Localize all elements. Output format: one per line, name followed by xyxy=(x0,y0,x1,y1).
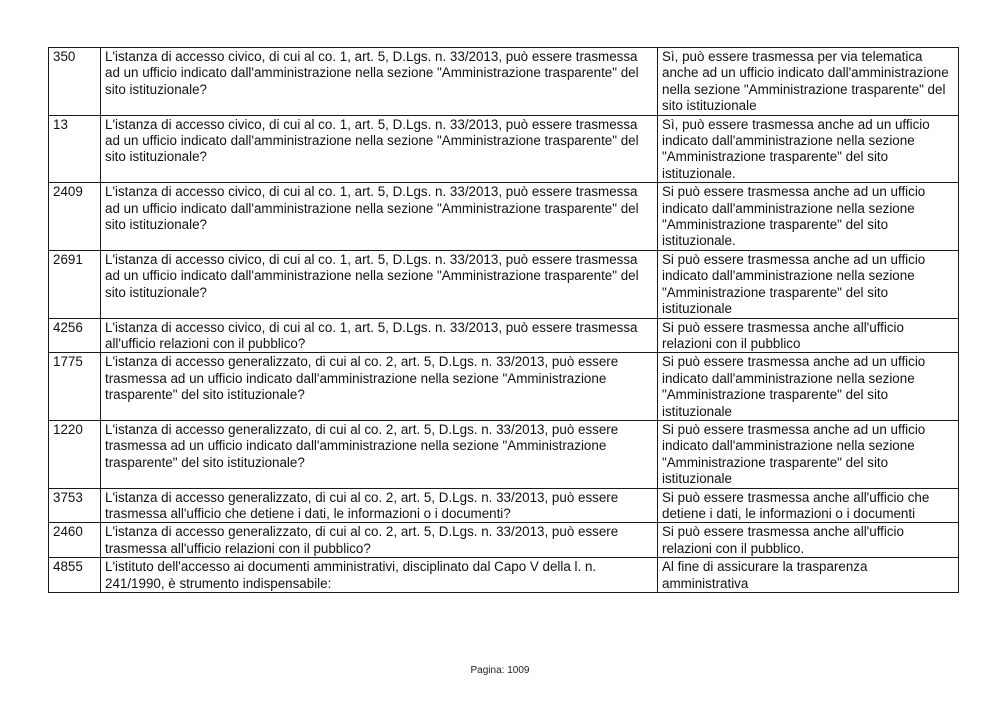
answer-text: Si può essere trasmessa anche ad un ufficio indicato dall'amministrazione nella sezione "Amministrazione trasparente" del sito istituzionale xyxy=(658,353,959,421)
question-number: 3753 xyxy=(49,488,101,523)
answer-text: Si può essere trasmessa anche ad un ufficio indicato dall'amministrazione nella sezione "Amministrazione trasparente" del sito istituzionale xyxy=(658,250,959,318)
question-text: L'istanza di accesso civico, di cui al co. 1, art. 5, D.Lgs. n. 33/2013, può essere trasmessa ad un ufficio indicato dall'amministrazione nella sezione "Amministrazione trasparente" del sito istituzionale? xyxy=(101,115,658,183)
question-text: L'istanza di accesso civico, di cui al co. 1, art. 5, D.Lgs. n. 33/2013, può essere trasmessa ad un ufficio indicato dall'amministrazione nella sezione "Amministrazione trasparente" del sito istituzionale? xyxy=(101,250,658,318)
answer-text: Si può essere trasmessa anche ad un ufficio indicato dall'amministrazione nella sezione "Amministrazione trasparente" del sito istituzionale. xyxy=(658,183,959,251)
question-number: 13 xyxy=(49,115,101,183)
table-body xyxy=(49,48,959,593)
question-text: L'istanza di accesso generalizzato, di cui al co. 2, art. 5, D.Lgs. n. 33/2013, può essere trasmessa ad un ufficio indicato dall'amministrazione nella sezione "Amministrazione trasparente" del sito istituzionale? xyxy=(101,353,658,421)
question-answer-table xyxy=(48,47,959,593)
answer-text: Si può essere trasmessa anche ad un ufficio indicato dall'amministrazione nella sezione "Amministrazione trasparente" del sito istituzionale xyxy=(658,420,959,488)
table-row xyxy=(49,115,959,183)
question-text: L'istituto dell'accesso ai documenti amministrativi, disciplinato dal Capo V della l. n. 241/1990, è strumento indispensabile: xyxy=(101,558,658,593)
question-text: L'istanza di accesso civico, di cui al co. 1, art. 5, D.Lgs. n. 33/2013, può essere trasmessa all'ufficio relazioni con il pubblico? xyxy=(101,318,658,353)
question-number: 2460 xyxy=(49,523,101,558)
page-number: Pagina: 1009 xyxy=(470,665,530,676)
table-row xyxy=(49,183,959,251)
table-row xyxy=(49,353,959,421)
table-row xyxy=(49,250,959,318)
table-row xyxy=(49,48,959,116)
table-row xyxy=(49,523,959,558)
question-text: L'istanza di accesso generalizzato, di cui al co. 2, art. 5, D.Lgs. n. 33/2013, può essere trasmessa ad un ufficio indicato dall'amministrazione nella sezione "Amministrazione trasparente" del sito istituzionale? xyxy=(101,420,658,488)
question-number: 4256 xyxy=(49,318,101,353)
question-number: 1775 xyxy=(49,353,101,421)
table-row xyxy=(49,558,959,593)
table-row xyxy=(49,488,959,523)
question-text: L'istanza di accesso generalizzato, di cui al co. 2, art. 5, D.Lgs. n. 33/2013, può essere trasmessa all'ufficio relazioni con il pubblico? xyxy=(101,523,658,558)
question-number: 1220 xyxy=(49,420,101,488)
question-number: 4855 xyxy=(49,558,101,593)
question-number: 350 xyxy=(49,48,101,116)
answer-text: Sì, può essere trasmessa anche ad un ufficio indicato dall'amministrazione nella sezione "Amministrazione trasparente" del sito istituzionale. xyxy=(658,115,959,183)
question-text: L'istanza di accesso civico, di cui al co. 1, art. 5, D.Lgs. n. 33/2013, può essere trasmessa ad un ufficio indicato dall'amministrazione nella sezione "Amministrazione trasparente" del sito istituzionale? xyxy=(101,48,658,116)
table-row xyxy=(49,318,959,353)
answer-text: Al fine di assicurare la trasparenza amministrativa xyxy=(658,558,959,593)
answer-text: Si può essere trasmessa anche all'ufficio che detiene i dati, le informazioni o i documenti xyxy=(658,488,959,523)
answer-text: Si può essere trasmessa anche all'ufficio relazioni con il pubblico xyxy=(658,318,959,353)
question-number: 2409 xyxy=(49,183,101,251)
question-text: L'istanza di accesso civico, di cui al co. 1, art. 5, D.Lgs. n. 33/2013, può essere trasmessa ad un ufficio indicato dall'amministrazione nella sezione "Amministrazione trasparente" del sito istituzionale? xyxy=(101,183,658,251)
table-row xyxy=(49,420,959,488)
answer-text: Si può essere trasmessa anche all'ufficio relazioni con il pubblico. xyxy=(658,523,959,558)
answer-text: Sì, può essere trasmessa per via telematica anche ad un ufficio indicato dall'amministrazione nella sezione "Amministrazione trasparente" del sito istituzionale xyxy=(658,48,959,116)
question-number: 2691 xyxy=(49,250,101,318)
question-text: L'istanza di accesso generalizzato, di cui al co. 2, art. 5, D.Lgs. n. 33/2013, può essere trasmessa all'ufficio che detiene i dati, le informazioni o i documenti? xyxy=(101,488,658,523)
